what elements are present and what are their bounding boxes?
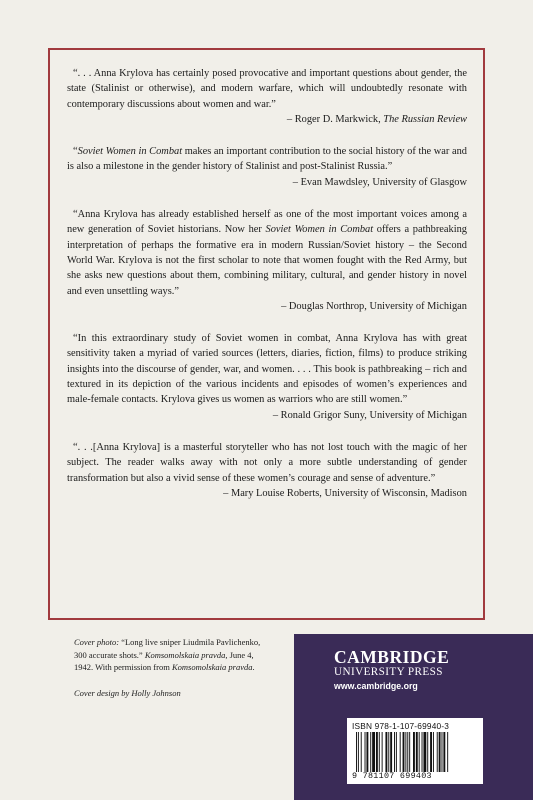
publisher-url: www.cambridge.org — [334, 681, 418, 691]
barcode-bar — [416, 732, 418, 772]
barcode-bar — [366, 732, 368, 772]
publisher-subtitle: UNIVERSITY PRESS — [334, 666, 443, 678]
review-text: “. . .[Anna Krylova] is a masterful storyteller who has not lost touch with the magic of her subject. The reader walks away with not only a more subtle understanding of gender transformation but also a vivid sense of these women’s courage and sense of adventure.” — [67, 441, 467, 484]
cover-design-credit: Cover design by Holly Johnson — [74, 687, 181, 698]
barcode-bar — [394, 732, 395, 772]
reviews-frame — [48, 48, 485, 620]
review-attribution: – Mary Louise Roberts, University of Wisconsin, Madison — [223, 487, 467, 499]
barcode-bar — [400, 732, 401, 772]
barcode-bar — [413, 732, 415, 772]
barcode-bar — [405, 732, 406, 772]
review-attribution: – Ronald Grigor Suny, University of Michigan — [272, 409, 467, 421]
review-attribution: – Douglas Northrop, University of Michigan — [281, 300, 467, 312]
barcode-bars-icon — [352, 732, 479, 772]
review-text: “. . . Anna Krylova has certainly posed provocative and important questions about gender, the state (Stalinist or otherwise), and modern warfare, which will undoubtedly resonate with contemporary discussions about women and war.” — [67, 68, 467, 110]
barcode-bar — [423, 732, 426, 772]
review-attribution: – Roger D. Markwick, The Russian Review — [286, 113, 467, 125]
barcode-bar — [409, 732, 410, 772]
publisher-name: CAMBRIDGE — [334, 647, 450, 667]
barcode-bar — [379, 732, 380, 772]
book-title: Soviet Women in Combat — [265, 224, 374, 236]
cover-credits — [74, 636, 274, 699]
barcode-bar — [396, 732, 397, 772]
barcode-bar — [439, 732, 441, 772]
review-quote-1 — [67, 66, 467, 127]
barcode-bar — [358, 732, 359, 772]
barcode-bar — [422, 732, 423, 772]
barcode-bar — [403, 732, 405, 772]
barcode-bar — [356, 732, 357, 772]
barcode-bar — [390, 732, 392, 772]
barcode-bar — [365, 732, 366, 772]
barcode-bar — [443, 732, 445, 772]
barcode-bar — [361, 732, 362, 772]
barcode-bar — [442, 732, 443, 772]
barcode-bar — [419, 732, 420, 772]
review-quote-2 — [67, 144, 467, 190]
barcode-bar — [433, 732, 434, 772]
review-text: “Anna Krylova has already established herself as one of the most important voices among a new generation of Soviet historians. Now her Soviet Women in Combat offers a pathbreaking interpretation of perhaps the formative era in modern Russian/Soviet history – the Second World War. Krylova is not the first scholar to note that women fought with the Red Army, but she asks new questions about them, combining military, cultural, and gender history in novel and even unsettling ways.” — [67, 209, 468, 297]
review-attribution: – Evan Mawdsley, University of Glasgow — [292, 176, 467, 188]
barcode-bar — [376, 732, 378, 772]
review-text: “Soviet Women in Combat makes an important contribution to the social history of the war and is also a milestone in the gender history of Stalinist and post-Stalinist Russia.” — [67, 146, 467, 173]
review-quote-4 — [67, 331, 467, 423]
barcode-bar — [388, 732, 389, 772]
isbn-label: ISBN 978-1-107-69940-3 — [352, 721, 450, 731]
cover-photo-credit: Cover photo: “Long live sniper Liudmila Pavlichenko, 300 accurate shots.” Komsomolskaia pravda, June 4, 1942. With permission from Komsomolskaia pravda. — [74, 637, 261, 672]
barcode-bar — [407, 732, 408, 772]
barcode-bar — [382, 732, 383, 772]
barcode-panel — [347, 718, 483, 784]
barcode-bar — [427, 732, 428, 772]
barcode-bar — [430, 732, 432, 772]
review-quote-3 — [67, 207, 467, 314]
barcode-digits: 9 781107 699403 — [352, 771, 432, 781]
barcode-bar — [437, 732, 438, 772]
review-quote-5 — [67, 440, 467, 501]
review-text: “In this extraordinary study of Soviet women in combat, Anna Krylova has with great sensitivity taken a myriad of varied sources (letters, diaries, fiction, films) to produce striking insights into the discourse of gender, war, and women. . . . This book is pathbreaking – rich and textured in its depiction of the various incidents and episodes of women’s experiences and male-female contacts. Krylova gives us women as warriors who are still women.” — [67, 333, 467, 406]
barcode-bar — [372, 732, 375, 772]
barcode-bar — [447, 732, 448, 772]
barcode-bar — [385, 732, 387, 772]
book-title: Soviet Women in Combat — [77, 146, 183, 158]
barcode-bar — [370, 732, 371, 772]
